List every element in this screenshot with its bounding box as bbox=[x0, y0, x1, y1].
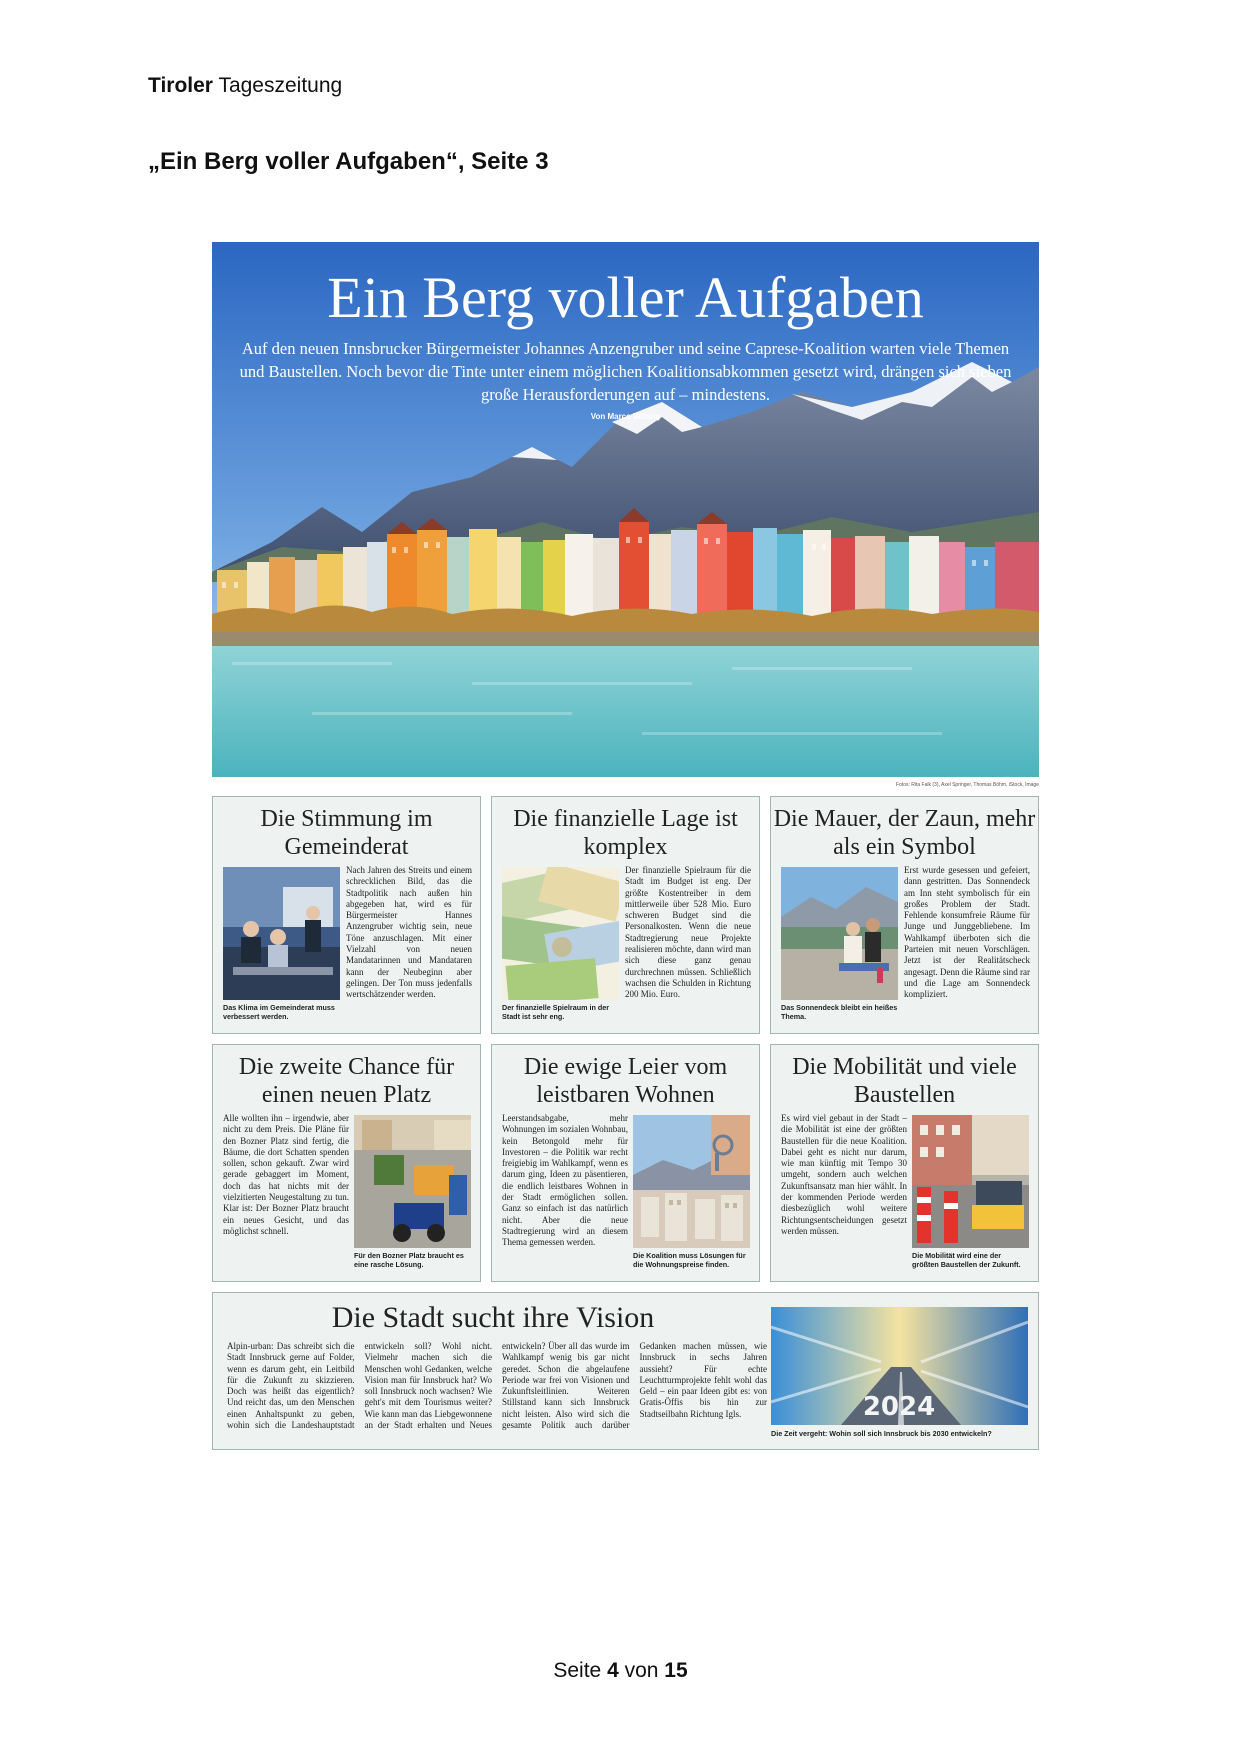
gemeinderat-photo bbox=[223, 867, 340, 1000]
photo-caption: Das Klima im Gemeinderat muss verbessert werden. bbox=[223, 1003, 335, 1021]
future-road-2024-illustration bbox=[771, 1307, 1028, 1425]
publisher-name-rest: Tageszeitung bbox=[218, 74, 343, 97]
box-bozner-platz bbox=[212, 1044, 481, 1282]
keys-and-city-illustration bbox=[633, 1115, 750, 1248]
newspaper-clipping bbox=[212, 242, 1039, 1450]
photo-credit: Fotos: Rita Falk (3), Axel Springer, Thomas Böhm, iStock, Image bbox=[895, 782, 1039, 788]
box-mauer-zaun bbox=[770, 796, 1039, 1034]
box-body-text: Erst wurde gesessen und gefeiert, dann gestritten. Das Sonnendeck am Inn steht symbolisch für ein großes Problem der Stadt. Fehlende konsumfreie Räume für Junge und Junggebliebene. Im Wahlkampf überboten sich die Parteien mit neuen Vorschlägen. Jetzt ist der Realitätscheck angesagt. Denn die Räume sind rar und die Lage am Sonnendeck kompliziert. bbox=[904, 865, 1030, 1000]
box-body-text: Leerstandsabgabe, mehr Wohnungen im sozialen Wohnbau, kein Betongold mehr für Investoren – die Politik war recht freigiebig im Wahlkampf, wenn es darum ging, Ideen zu päsentieren, die endlich leistbares Wohnen in der Stadt ermöglichen sollen. Ganz so einfach ist das natürlich nicht. Aber die neue Stadtregierung wird an diesem Thema gemessen werden. bbox=[502, 1113, 628, 1248]
photo-caption: Für den Bozner Platz braucht es eine rasche Lösung. bbox=[354, 1251, 464, 1269]
roadworks-barriers-illustration bbox=[912, 1115, 1029, 1248]
hero-headline: Ein Berg voller Aufgaben bbox=[327, 265, 924, 330]
bozner-platz-photo bbox=[354, 1115, 471, 1248]
box-leistbares-wohnen bbox=[491, 1044, 760, 1282]
box-body-text: Nach Jahren des Streits und einem schrecklichen Bild, das die Stadtpolitik nach außen hin abgegeben hat, wird es für Bürgermeister Hannes Anzengruber wichtig sein, neue Töne anzuschlagen. Mit einer Vielzahl von neuen Mandatarinnen und Mandataren kann der Neubeginn aber gelingen. Der Ton muss jedenfalls wertschätzender werden. bbox=[346, 865, 472, 1000]
riverside-people-illustration bbox=[781, 867, 898, 1000]
hero-intro-text: Auf den neuen Innsbrucker Bürgermeister Johannes Anzengruber und seine Caprese-Koalition warten viele Themen und Baustellen. Noch bevor die Tinte unter einem möglichen Koalitionsabkommen gesetzt wird, drängen sich sieben große Herausforderungen auf – mindestens. bbox=[239, 339, 1012, 404]
photo-caption: Der finanzielle Spielraum in der Stadt ist sehr eng. bbox=[502, 1003, 610, 1021]
box-body-text: Es wird viel gebaut in der Stadt – die Mobilität ist eine der größten Baustellen für die neue Koalition. Dabei geht es nicht nur darum, wie man künftig mit Tempo 30 umgeht, sondern auch welchen Zukunftsansatz man hier wählt. In der kommenden Periode werden diesbezüglich wohl weitere Richtungsentscheidungen gesetzt werden müssen. bbox=[781, 1113, 907, 1236]
construction-site-illustration bbox=[354, 1115, 471, 1248]
sonnendeck-photo bbox=[781, 867, 898, 1000]
vision-photo bbox=[771, 1307, 1028, 1425]
photo-caption: Die Mobilität wird eine der größten Baustellen der Zukunft. bbox=[912, 1251, 1021, 1269]
article-reference: „Ein Berg voller Aufgaben“, Seite 3 bbox=[148, 148, 549, 175]
photo-caption: Das Sonnendeck bleibt ein heißes Thema. bbox=[781, 1003, 898, 1021]
box-title: Die Mobilität und viele Baustellen bbox=[792, 1054, 1017, 1108]
photo-caption: Die Zeit vergeht: Wohin soll sich Innsbruck bis 2030 entwickeln? bbox=[771, 1429, 992, 1438]
publisher-name bbox=[148, 74, 342, 98]
publisher-name-bold: Tiroler bbox=[148, 74, 213, 97]
box-title: Die Stadt sucht ihre Vision bbox=[331, 1301, 655, 1334]
box-title: Die zweite Chance für einen neuen Platz bbox=[238, 1054, 455, 1108]
box-title: Die Mauer, der Zaun, mehr als ein Symbol bbox=[773, 806, 1036, 860]
hero-image bbox=[212, 242, 1039, 777]
current-page: 4 bbox=[607, 1659, 619, 1682]
hero-author: Von Marco Witting bbox=[590, 412, 661, 421]
box-title: Die Stimmung im Gemeinderat bbox=[260, 806, 433, 860]
photo-caption: Die Koalition muss Lösungen für die Wohnungspreise finden. bbox=[633, 1251, 746, 1269]
wohnen-photo bbox=[633, 1115, 750, 1248]
box-stadt-vision bbox=[212, 1292, 1039, 1450]
page-label-middle: von bbox=[624, 1659, 659, 1682]
box-body-text: Der finanzielle Spielraum für die Stadt im Budget ist eng. Der größte Kostentreiber in dem mittlerweile über 528 Mio. Euro schweren Budget sind die Personalkosten. Wenn die neue Stadtregierung neue Projekte realisieren möchte, dann wird man sich diese ganz genau durchrechnen müssen. Schließlich wachsen die Schulden in Richtung 200 Mio. Euro. bbox=[625, 865, 751, 1000]
banknotes-photo bbox=[502, 867, 619, 1000]
box-title: Die ewige Leier vom leistbaren Wohnen bbox=[523, 1054, 728, 1108]
meeting-room-illustration bbox=[223, 867, 340, 1000]
page-label-prefix: Seite bbox=[553, 1659, 602, 1682]
box-stimmung-gemeinderat bbox=[212, 796, 481, 1034]
vision-body-text: Alpin-urban: Das schreibt sich die Stadt Innsbruck gerne auf Folder, wenn es darum geht, ein Leitbild für die Zukunft zu skizzieren. Doch was heißt das eigentlich? Und reicht das, um den Menschen einen Anhaltspunkt zu geben, wohin sich die Landeshauptstadt entwickeln soll? Wohl nicht. Vielmehr machen sich die Menschen wohl Gedanken, welche Vision man für Innsbruck hat? Wo soll Innsbruck noch wachsen? Wie geht's mit dem Tourismus weiter? Wie kann man das Liebgewonnene an der Stadt erhalten und Neues entwickeln? Über all das wurde im Wahlkampf wenig bis gar nicht geredet. Schon die abgelaufene Periode war frei von Visionen und Zukunftsleitlinien. Weiteren Stillstand kann sich Innsbruck nicht leisten. Also wird sich die gesamte Politik auch darüber Gedanken machen müssen, wie Innsbruck in sechs Jahren aussieht? Für echte Leuchtturmprojekte fehlt wohl das Geld – ein paar Ideen gibt es: von Gratis-Öffis bis hin zur Stadtseilbahn Richtung Igls. bbox=[227, 1341, 767, 1431]
box-finanzielle-lage bbox=[491, 796, 760, 1034]
box-title: Die finanzielle Lage ist komplex bbox=[513, 806, 738, 860]
page-number bbox=[0, 1659, 1241, 1683]
box-body-text: Alle wollten ihn – irgendwie, aber nicht zu dem Preis. Die Pläne für den Bozner Platz sind fertig, die Bäume, die dort Schatten spenden sollen, schon gekauft. Zwar wird gerade gebaggert im Moment, doch das hat nichts mit der vielzitierten Neugestaltung zu tun. Klar ist: Der Bozner Platz braucht ein neues Gesicht, und das möglichst schnell. bbox=[223, 1113, 349, 1236]
total-pages: 15 bbox=[664, 1659, 688, 1682]
year-label: 2024 bbox=[862, 1392, 936, 1422]
box-mobilitaet bbox=[770, 1044, 1039, 1282]
euro-banknotes-illustration bbox=[502, 867, 619, 1000]
mobilitaet-photo bbox=[912, 1115, 1029, 1248]
